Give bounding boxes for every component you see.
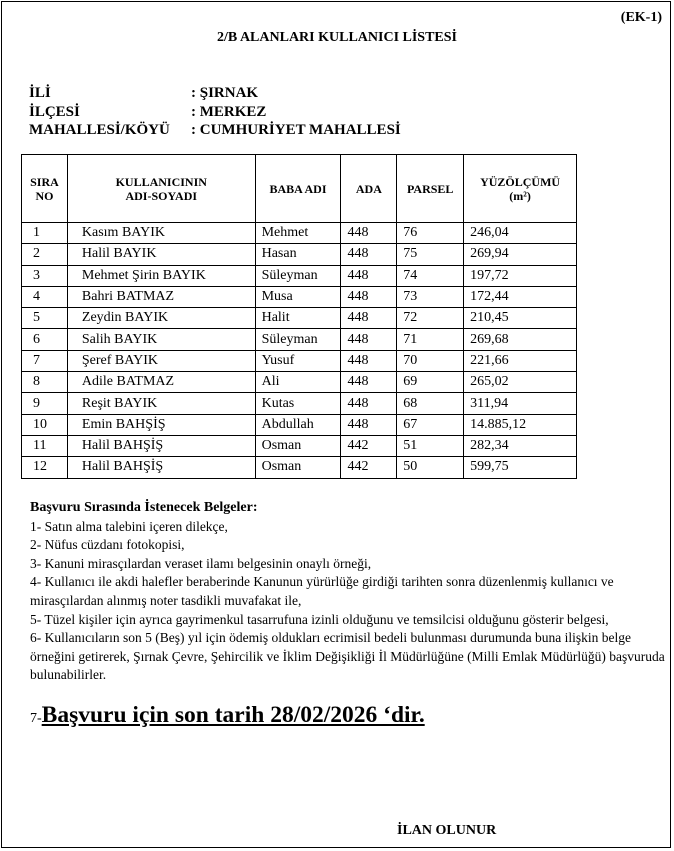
cell-user-name: Mehmet Şirin BAYIK — [67, 265, 255, 286]
cell-parsel: 69 — [397, 372, 464, 393]
cell-father-name: Süleyman — [255, 265, 341, 286]
page-title: 2/B ALANLARI KULLANICI LİSTESİ — [216, 30, 458, 45]
table-row — [22, 286, 577, 307]
header-name: KULLANICININ ADI-SOYADI — [67, 155, 255, 223]
document-item: 3- Kanuni mirasçılardan veraset ilamı belgesinin onaylı örneği, — [30, 555, 372, 571]
cell-ada: 448 — [341, 244, 397, 265]
document-code: (EK-1) — [620, 10, 662, 25]
cell-area: 269,68 — [464, 329, 577, 350]
cell-sira-no: 2 — [22, 244, 68, 265]
table-header-row — [22, 155, 577, 223]
cell-parsel: 73 — [397, 286, 464, 307]
document-item: 2- Nüfus cüzdanı fotokopisi, — [30, 537, 185, 553]
table-row — [22, 457, 577, 478]
cell-sira-no: 5 — [22, 308, 68, 329]
user-list-table — [21, 154, 577, 479]
table-row — [22, 329, 577, 350]
cell-sira-no: 6 — [22, 329, 68, 350]
location-block — [29, 84, 401, 140]
cell-user-name: Salih BAYIK — [67, 329, 255, 350]
table-row — [22, 350, 577, 371]
document-item: 1- Satın alma talebini içeren dilekçe, — [30, 518, 228, 534]
cell-area: 282,34 — [464, 435, 577, 456]
cell-father-name: Abdullah — [255, 414, 341, 435]
header-ada: ADA — [341, 155, 397, 223]
cell-ada: 448 — [341, 223, 397, 244]
cell-area: 269,94 — [464, 244, 577, 265]
location-value: : CUMHURİYET MAHALLESİ — [191, 122, 401, 138]
cell-parsel: 75 — [397, 244, 464, 265]
cell-ada: 442 — [341, 457, 397, 478]
table-row — [22, 308, 577, 329]
cell-area: 197,72 — [464, 265, 577, 286]
table-row — [22, 414, 577, 435]
table-row — [22, 244, 577, 265]
location-value: : ŞIRNAK — [191, 85, 259, 101]
cell-father-name: Kutas — [255, 393, 341, 414]
table-row — [22, 223, 577, 244]
cell-ada: 448 — [341, 350, 397, 371]
cell-user-name: Halil BAHŞİŞ — [67, 435, 255, 456]
cell-user-name: Adile BATMAZ — [67, 372, 255, 393]
cell-user-name: Halil BAYIK — [67, 244, 255, 265]
cell-parsel: 76 — [397, 223, 464, 244]
cell-ada: 448 — [341, 308, 397, 329]
location-label: İLÇESİ — [29, 103, 80, 120]
location-label: MAHALLESİ/KÖYÜ — [29, 122, 170, 138]
cell-parsel: 68 — [397, 393, 464, 414]
cell-ada: 448 — [341, 265, 397, 286]
cell-parsel: 72 — [397, 308, 464, 329]
cell-parsel: 67 — [397, 414, 464, 435]
location-value: : MERKEZ — [191, 103, 267, 120]
cell-sira-no: 12 — [22, 457, 68, 478]
cell-parsel: 70 — [397, 350, 464, 371]
cell-sira-no: 8 — [22, 372, 68, 393]
location-province — [29, 84, 401, 103]
cell-area: 172,44 — [464, 286, 577, 307]
location-neighborhood — [29, 121, 401, 140]
table-row — [22, 265, 577, 286]
deadline-line — [30, 702, 425, 729]
cell-parsel: 50 — [397, 457, 464, 478]
cell-user-name: Halil BAHŞİŞ — [67, 457, 255, 478]
cell-user-name: Şeref BAYIK — [67, 350, 255, 371]
header-sira: SIRA NO — [22, 155, 68, 223]
cell-user-name: Emin BAHŞİŞ — [67, 414, 255, 435]
document-item: 6- Kullanıcıların son 5 (Beş) yıl için ödemiş oldukları ecrimisil bedeli bulunması durumunda buna ilişkin belge örneğini getirerek, Şırnak Çevre, Şehircilik ve İklim Değişikliği İl Müdürlüğüne (Milli Emlak Müdürlüğü) başvuruda bulunabilirler. — [30, 630, 665, 683]
document-item: 4- Kullanıcı ile akdi halefler beraberinde Kanunun yürürlüğe girdiği tarihten sonra düzenlenmiş kullanıcı ve mirasçılardan alınmış noter tasdikli muvafakat ile, — [30, 574, 614, 608]
cell-ada: 448 — [341, 329, 397, 350]
cell-sira-no: 4 — [22, 286, 68, 307]
cell-father-name: Süleyman — [255, 329, 341, 350]
cell-user-name: Reşit BAYIK — [67, 393, 255, 414]
cell-user-name: Bahri BATMAZ — [67, 286, 255, 307]
cell-sira-no: 11 — [22, 435, 68, 456]
cell-ada: 448 — [341, 286, 397, 307]
cell-sira-no: 1 — [22, 223, 68, 244]
cell-area: 265,02 — [464, 372, 577, 393]
cell-ada: 448 — [341, 414, 397, 435]
cell-area: 14.885,12 — [464, 414, 577, 435]
cell-father-name: Yusuf — [255, 350, 341, 371]
announcement-footer: İLAN OLUNUR — [397, 823, 497, 838]
required-documents — [30, 499, 666, 685]
cell-ada: 448 — [341, 393, 397, 414]
cell-ada: 442 — [341, 435, 397, 456]
cell-area: 311,94 — [464, 393, 577, 414]
cell-user-name: Kasım BAYIK — [67, 223, 255, 244]
cell-father-name: Ali — [255, 372, 341, 393]
cell-parsel: 74 — [397, 265, 464, 286]
cell-parsel: 51 — [397, 435, 464, 456]
table-row — [22, 435, 577, 456]
location-label: İLİ — [29, 85, 51, 101]
cell-sira-no: 9 — [22, 393, 68, 414]
table-row — [22, 372, 577, 393]
cell-sira-no: 7 — [22, 350, 68, 371]
cell-user-name: Zeydin BAYIK — [67, 308, 255, 329]
cell-father-name: Osman — [255, 435, 341, 456]
cell-area: 210,45 — [464, 308, 577, 329]
header-parsel: PARSEL — [397, 155, 464, 223]
header-yuzolcumu: YÜZÖLÇÜMÜ (m²) — [464, 155, 577, 223]
location-district — [29, 103, 401, 122]
cell-ada: 448 — [341, 372, 397, 393]
cell-parsel: 71 — [397, 329, 464, 350]
deadline-prefix: 7- — [30, 711, 42, 726]
cell-father-name: Halit — [255, 308, 341, 329]
cell-father-name: Musa — [255, 286, 341, 307]
deadline-text: Başvuru için son tarih 28/02/2026 ‘dir. — [41, 702, 425, 728]
cell-area: 246,04 — [464, 223, 577, 244]
cell-area: 221,66 — [464, 350, 577, 371]
header-baba: BABA ADI — [255, 155, 341, 223]
table-row — [22, 393, 577, 414]
documents-heading: Başvuru Sırasında İstenecek Belgeler: — [30, 500, 258, 515]
cell-father-name: Osman — [255, 457, 341, 478]
cell-father-name: Hasan — [255, 244, 341, 265]
cell-father-name: Mehmet — [255, 223, 341, 244]
cell-area: 599,75 — [464, 457, 577, 478]
cell-sira-no: 10 — [22, 414, 68, 435]
cell-sira-no: 3 — [22, 265, 68, 286]
document-item: 5- Tüzel kişiler için ayrıca gayrimenkul tasarrufuna izinli olduğunu ve temsilcisi olduğunu gösterir belgesi, — [30, 611, 609, 627]
